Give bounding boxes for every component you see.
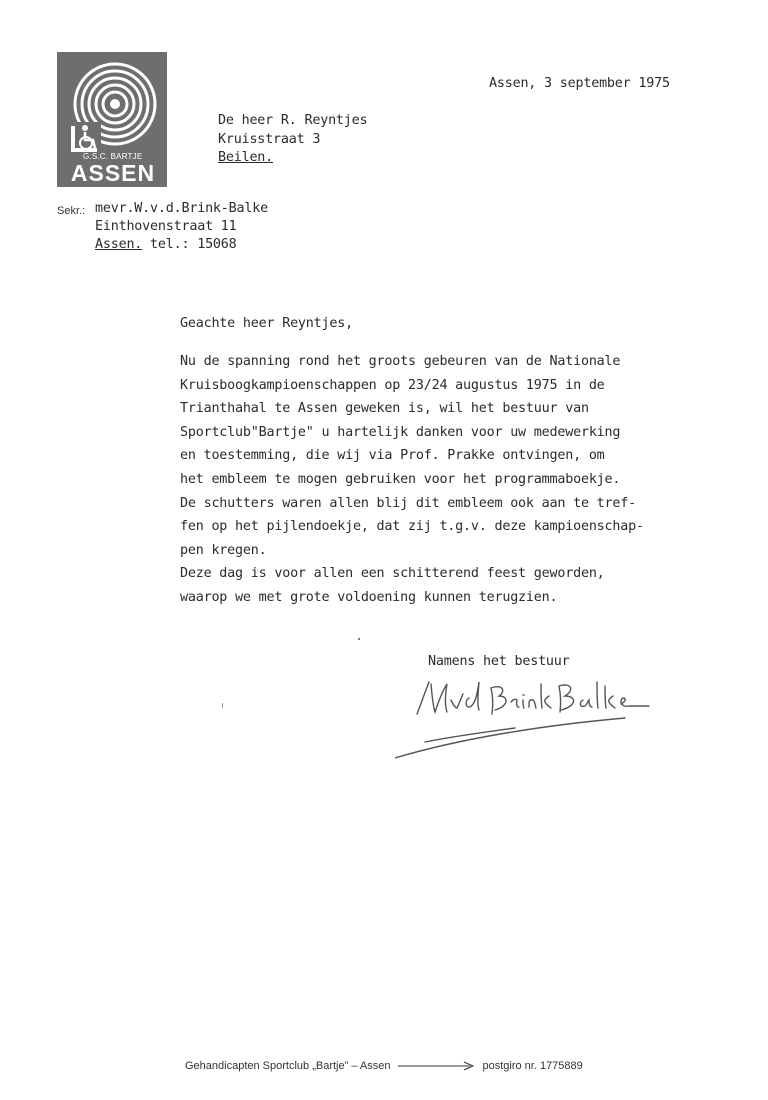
logo-title: ASSEN: [70, 160, 156, 186]
recipient-street: Kruisstraat 3: [218, 131, 321, 147]
letter-footer: [185, 1057, 583, 1075]
secretary-label: Sekr.:: [57, 205, 86, 217]
body-line: De schutters waren allen blij dit embleem ook aan te tref-: [180, 495, 636, 511]
closing: Namens het bestuur: [428, 654, 570, 669]
footer-postgiro: postgiro nr. 1775889: [482, 1060, 583, 1072]
body-line: Deze dag is voor allen een schitterend feest geworden,: [180, 566, 605, 582]
secretary-address: [95, 200, 268, 254]
secretary-city: Assen.: [95, 237, 143, 252]
paper-speck: [222, 703, 223, 708]
recipient-name: De heer R. Reyntjes: [218, 113, 368, 128]
logo-subtitle: G.S.C. BARTJE: [83, 152, 143, 161]
body-line: Trianthahal te Assen geweken is, wil het bestuur van: [180, 401, 589, 417]
paper-speck: [358, 638, 360, 640]
arrow-right-icon: [398, 1061, 474, 1071]
footer-club-name: Gehandicapten Sportclub „Bartje” – Assen: [185, 1060, 391, 1072]
body-line: pen kregen.: [180, 542, 267, 558]
body-line: fen op het pijlendoekje, dat zij t.g.v. deze kampioenschap-: [180, 519, 644, 535]
body-line: het embleem te mogen gebruiken voor het programmaboekje.: [180, 471, 621, 487]
body-line: waarop we met grote voldoening kunnen terugzien.: [180, 589, 558, 605]
salutation: Geachte heer Reyntjes,: [180, 316, 353, 331]
club-logo: [57, 52, 167, 187]
secretary-name: mevr.W.v.d.Brink-Balke: [95, 201, 268, 216]
handwritten-signature: [395, 670, 665, 770]
body-line: en toestemming, die wij via Prof. Prakke ontvingen, om: [180, 448, 605, 464]
recipient-address: [218, 112, 367, 168]
body-line: Nu de spanning rond het groots gebeuren van de Nationale: [180, 354, 621, 369]
secretary-city-line: [95, 236, 268, 254]
body-line: Kruisboogkampioenschappen op 23/24 augustus 1975 in de: [180, 377, 605, 393]
letter-date: Assen, 3 september 1975: [489, 76, 670, 91]
secretary-street: Einthovenstraat 11: [95, 219, 237, 234]
secretary-phone: tel.: 15068: [142, 237, 237, 252]
recipient-city: Beilen.: [218, 150, 274, 165]
body-line: Sportclub"Bartje" u hartelijk danken voor uw medewerking: [180, 424, 621, 440]
letter-body: [180, 350, 644, 610]
